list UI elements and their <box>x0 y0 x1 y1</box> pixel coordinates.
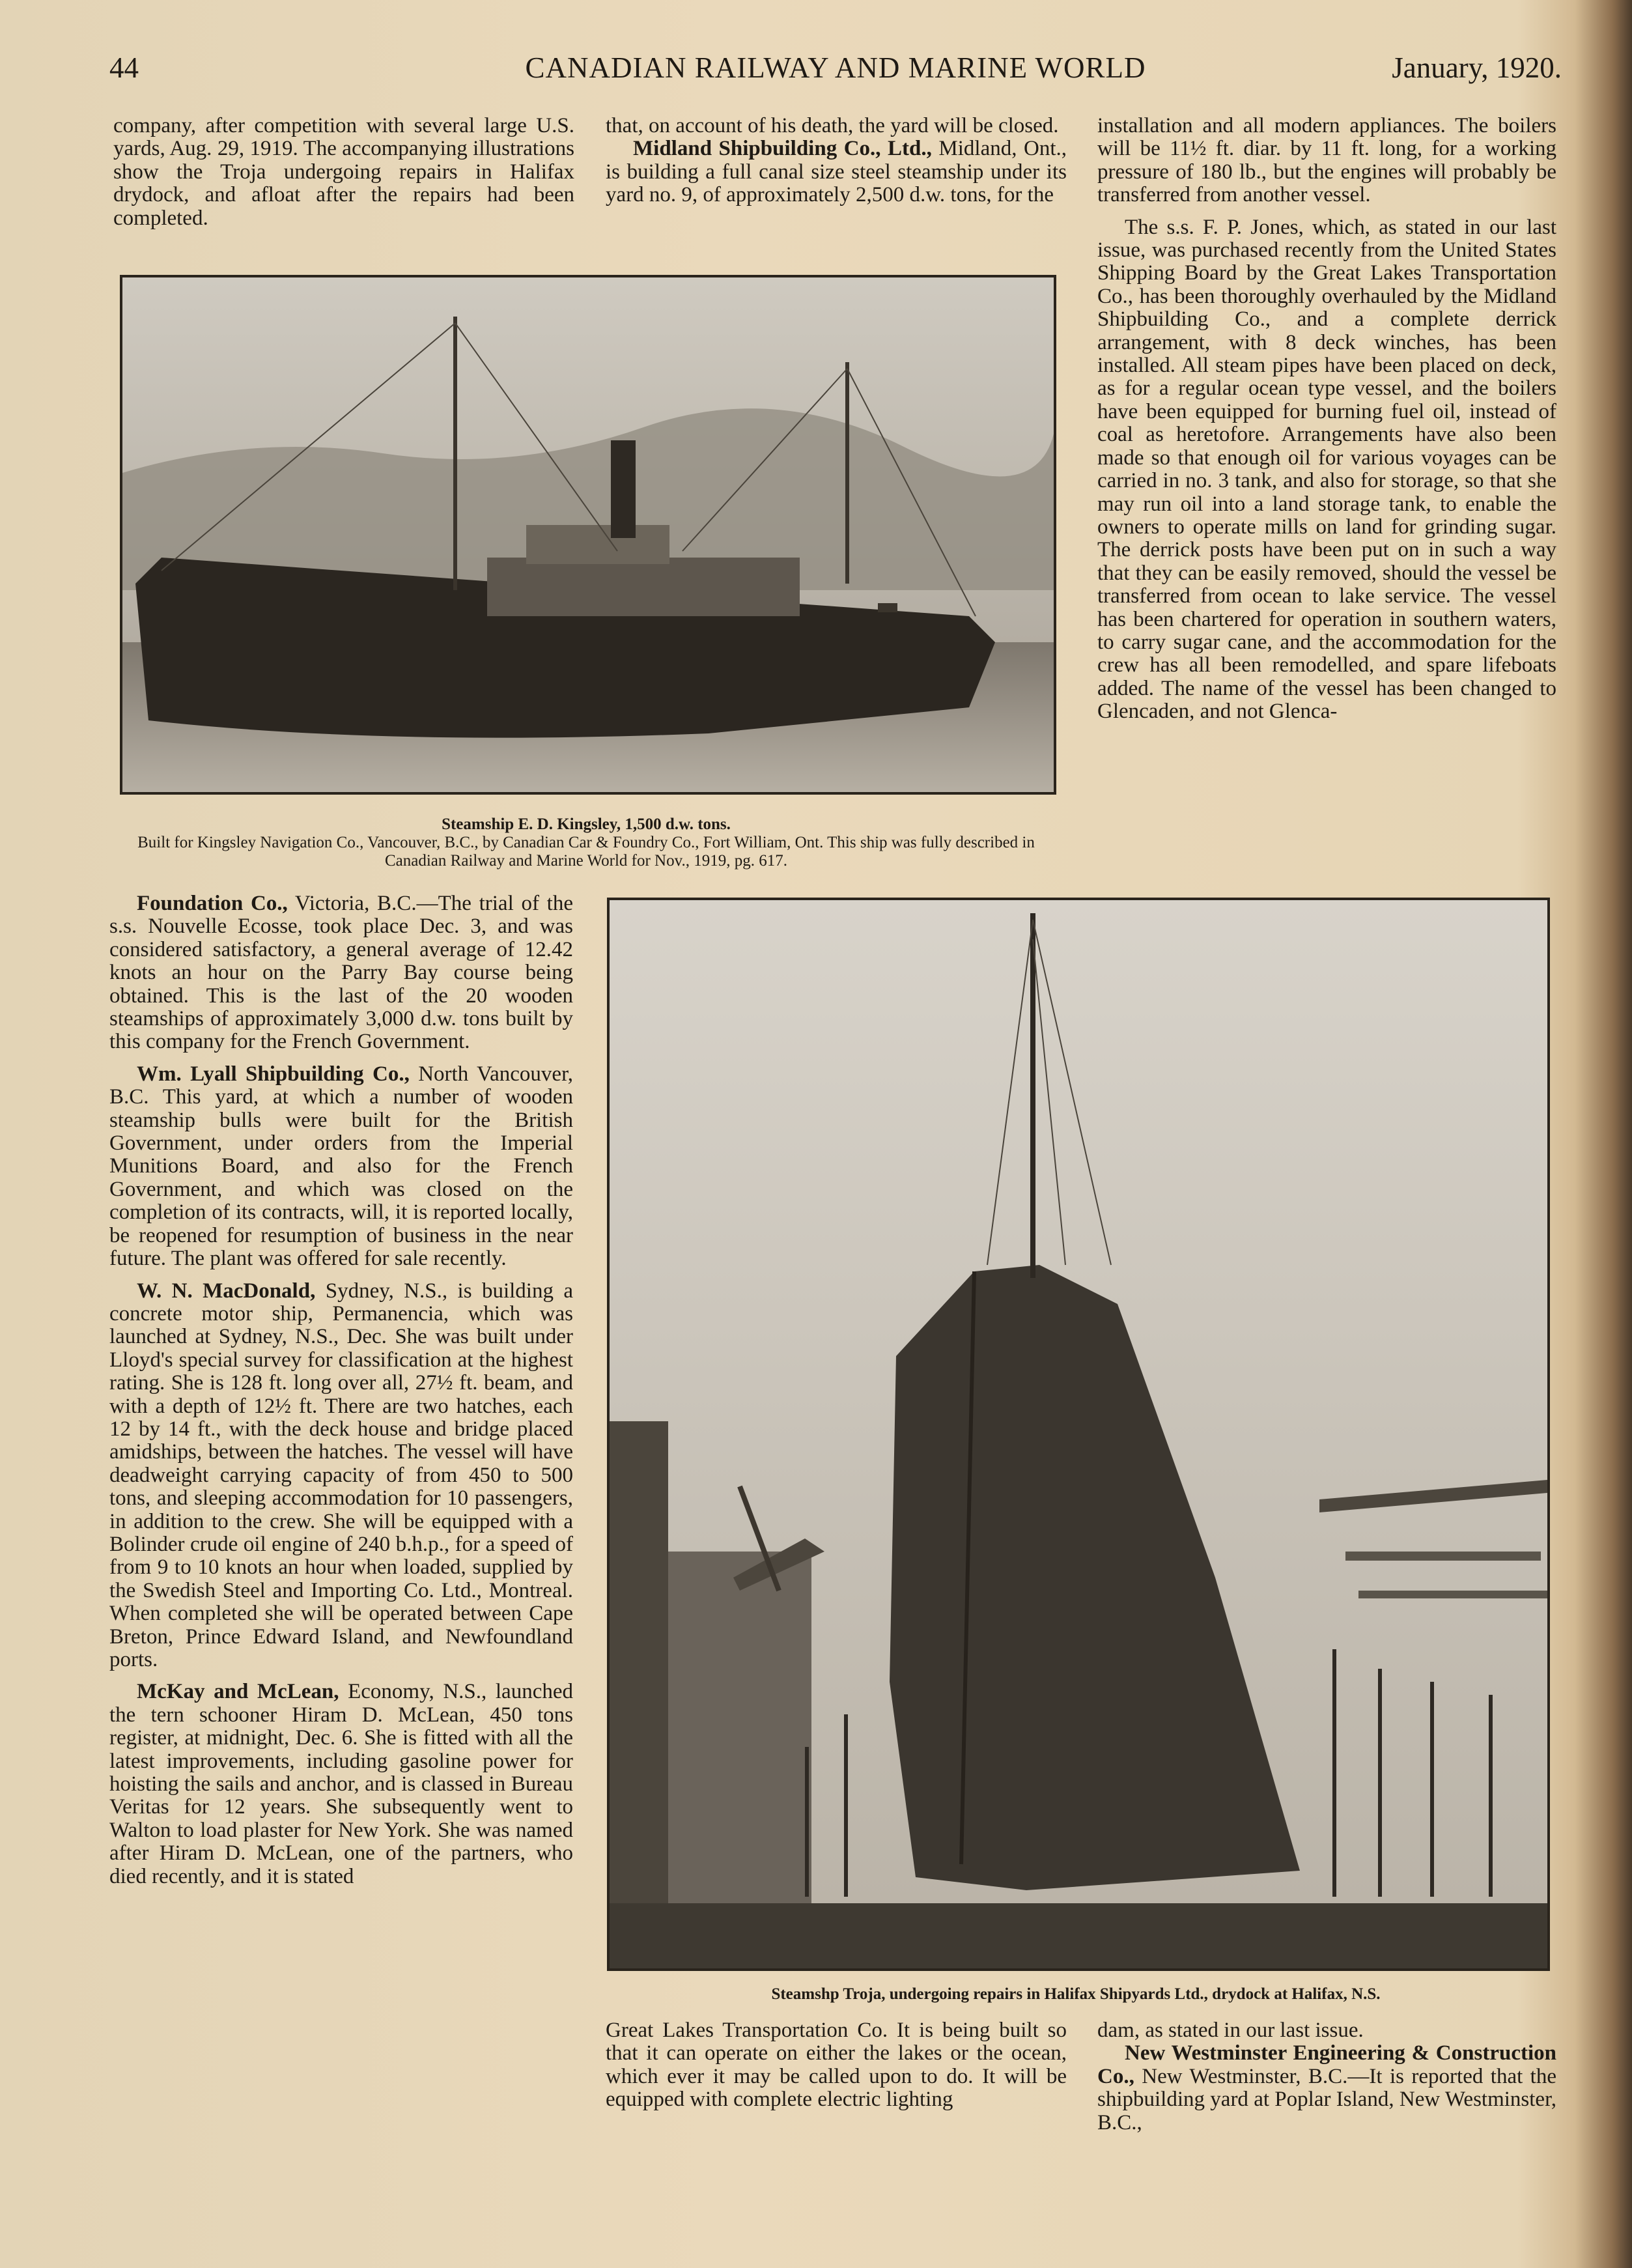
paragraph: dam, as stated in our last issue. <box>1097 2019 1364 2042</box>
firm-name: New Westminster Engineering & Construction Co., <box>1097 2041 1556 2088</box>
column-3 <box>1097 115 1556 724</box>
firm-name: Foundation Co., <box>137 892 288 915</box>
photo-caption-troja <box>607 1985 1545 2004</box>
publication-title: CANADIAN RAILWAY AND MARINE WORLD <box>525 51 1146 84</box>
column-2-bottom <box>606 2019 1067 2112</box>
column-3-bottom <box>1097 2019 1556 2134</box>
caption-title: Steamshp Troja, undergoing repairs in Halifax Shipyards Ltd., drydock at Halifax, N.S. <box>771 1985 1381 2003</box>
paragraph: that, on account of his death, the yard will be closed. <box>606 114 1059 137</box>
running-header <box>109 51 1562 90</box>
photo-caption-kingsley <box>111 815 1062 870</box>
paragraph: The s.s. F. P. Jones, which, as stated in our last issue, was purchased recently from the United States Shipping Board by the Great Lakes Transportation Co., has been thoroughly overhauled by the Midland Shipbuilding Co., and a complete derrick arrangement, with 8 deck winches, has been installed. All steam pipes have been placed on deck, as for a regular ocean type vessel, and the boilers have been equipped for burning fuel oil, instead of coal as heretofore. Arrangements have also been made so that enough oil for various voyages can be carried in no. 3 tank, and also for storage, so that she may run oil into a land storage tank, to enable the owners to operate mills on land for grinding sugar. The derrick posts have been put on in such a way that they can be easily removed, should the vessel be transferred from ocean to lake service. The vessel has been chartered for operation in southern waters, to carry sugar cane, and the accommodation for the crew has all been remodelled, and spare lifeboats added. The name of the vessel has been changed to Glencaden, and not Glenca- <box>1097 215 1556 724</box>
photo-steamship-troja <box>607 898 1550 1971</box>
paragraph: McKay and McLean, Economy, N.S., launched the tern schooner Hiram D. McLean, 450 tons register, at midnight, Dec. 6. She is fitted with all the latest improvements, including gasoline power for hoisting the sails and anchor, and is classed in Bureau Veritas for 12 years. She subsequently went to Walton to load plaster for New York. She was named after Hiram D. McLean, one of the partners, who died recently, and it is stated <box>109 1680 573 1888</box>
paragraph: New Westminster Engineering & Construction Co., New Westminster, B.C.—It is reported that the shipbuilding yard at Poplar Island, New Westminster, B.C., <box>1097 2041 1556 2134</box>
paragraph: installation and all modern appliances. The boilers will be 11½ ft. diar. by 11 ft. long, for a working pressure of 180 lb., but the engines will probably be transferred from another vessel. <box>1097 114 1556 207</box>
caption-body: Built for Kingsley Navigation Co., Vancouver, B.C., by Canadian Car & Foundry Co., Fort William, Ont. This ship was fully described in Canadian Railway and Marine World for Nov., 1919, pg. 617. <box>137 834 1035 870</box>
paragraph: Midland Shipbuilding Co., Ltd., Midland, Ont., is building a full canal size steel steamship under its yard no. 9, of approximately 2,500 d.w. tons, for the <box>606 137 1067 207</box>
paragraph: Foundation Co., Victoria, B.C.—The trial of the s.s. Nouvelle Ecosse, took place Dec. 3, and was considered satisfactory, a general average of 12.42 knots an hour on the Parry Bay course being obtained. This is the last of the 20 wooden steamships of approximately 3,000 d.w. tons built by this company for the French Government. <box>109 892 573 1054</box>
issue-date: January, 1920. <box>1392 51 1562 84</box>
firm-name: Wm. Lyall Shipbuilding Co., <box>137 1062 410 1086</box>
paragraph: W. N. MacDonald, Sydney, N.S., is building a concrete motor ship, Permanencia, which was launched at Sydney, N.S., Dec. She was built under Lloyd's special survey for classification at the highest rating. She is 128 ft. long over all, 27½ ft. beam, and with a depth of 12½ ft. There are two hatches, each 12 by 14 ft., with the deck house and bridge placed amidships, between the hatches. The vessel will have deadweight carrying capacity of from 450 to 500 tons, and sleeping accommodation for 10 passengers, in addition to the crew. She will be equipped with a Bolinder crude oil engine of 240 b.h.p., for a speed of from 9 to 10 knots an hour when loaded, supplied by the Swedish Steel and Importing Co. Ltd., Montreal. When completed she will be operated between Cape Breton, Prince Edward Island, and Newfoundland ports. <box>109 1279 573 1671</box>
paragraph: Great Lakes Transportation Co. It is being built so that it can operate on either the lakes or the ocean, which ever it may be called upon to do. It will be equipped with complete electric lighting <box>606 2019 1067 2112</box>
paragraph: company, after competition with several large U.S. yards, Aug. 29, 1919. The accompanying illustrations show the Troja undergoing repairs in Halifax drydock, and afloat after the repairs had been completed. <box>113 114 574 230</box>
photo-steamship-kingsley <box>120 275 1056 795</box>
column-1-top <box>113 115 574 230</box>
column-2-top <box>606 115 1067 207</box>
firm-name: W. N. MacDonald, <box>137 1279 316 1303</box>
caption-title: Steamship E. D. Kingsley, 1,500 d.w. tons. <box>442 815 731 833</box>
column-1-bottom <box>109 892 573 1888</box>
paragraph: Wm. Lyall Shipbuilding Co., North Vancouver, B.C. This yard, at which a number of wooden steamship bulls were built for the British Government, under orders from the Imperial Munitions Board, and also for the French Government, and which was closed on the completion of its contracts, will, it is reported locally, be reopened for resumption of business in the near future. The plant was offered for sale recently. <box>109 1062 573 1271</box>
firm-name: McKay and McLean, <box>137 1680 339 1704</box>
page-number: 44 <box>109 51 139 84</box>
firm-name: Midland Shipbuilding Co., Ltd., <box>633 137 932 161</box>
